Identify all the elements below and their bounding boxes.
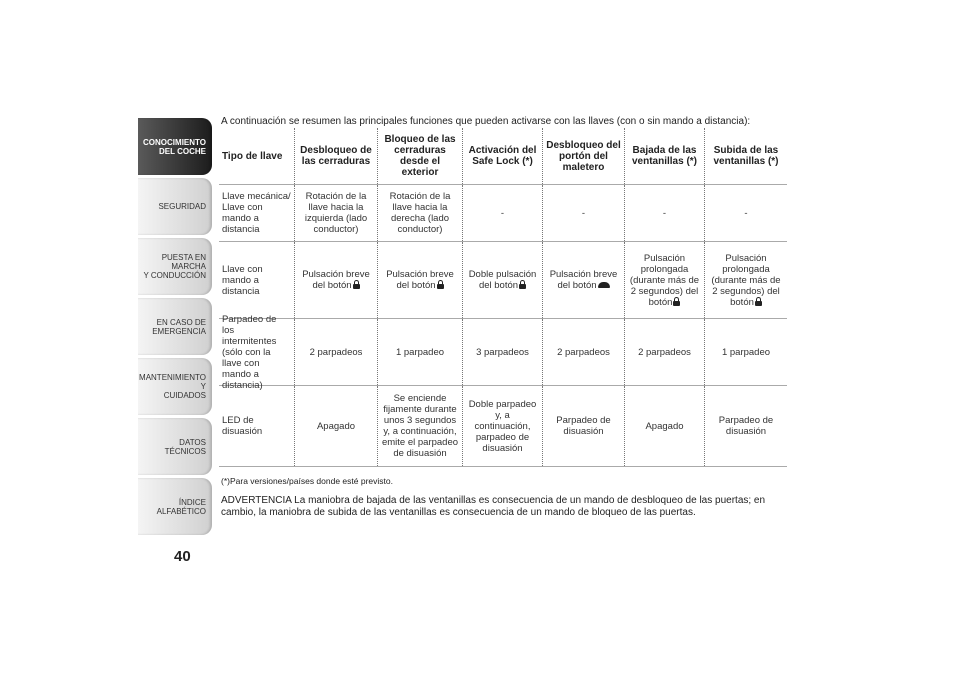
- table-cell: -: [625, 185, 705, 241]
- tab-conocimiento-del-coche[interactable]: [138, 118, 212, 175]
- tab-label: DATOS TÉCNICOS: [164, 437, 206, 456]
- footnote: (*)Para versiones/países donde esté previsto.: [221, 476, 393, 486]
- table-cell: [625, 242, 705, 318]
- table-cell: -: [543, 185, 625, 241]
- table-row: [219, 185, 787, 242]
- table-cell: 2 parpadeos: [295, 319, 378, 385]
- table-cell: [378, 242, 463, 318]
- table-cell: [543, 242, 625, 318]
- tab-label: SEGURIDAD: [158, 202, 206, 211]
- table-cell: -: [463, 185, 543, 241]
- table-row: [219, 313, 787, 391]
- table-cell: [295, 242, 378, 318]
- table-cell: [463, 242, 543, 318]
- lock-open-icon: [353, 280, 360, 289]
- chapter-tabs: [138, 118, 212, 538]
- table-cell: [705, 242, 787, 318]
- tab-seguridad[interactable]: [138, 178, 212, 235]
- table-cell: Parpadeo de disuasión: [543, 386, 625, 466]
- cell-text: Pulsación prolongada (durante más de 2 segundos) del botón: [629, 252, 700, 308]
- tab-label: ÍNDICE ALFABÉTICO: [156, 497, 206, 516]
- header-cell: Bajada de las ventanillas (*): [625, 128, 705, 184]
- table-cell: Apagado: [295, 386, 378, 466]
- tab-en-caso-de-emergencia[interactable]: [138, 298, 212, 355]
- cell-text: Pulsación breve del botón: [302, 269, 370, 291]
- table-cell: 2 parpadeos: [625, 319, 705, 385]
- table-cell: Rotación de la llave hacia la izquierda (lado conductor): [295, 185, 378, 241]
- table-cell: Rotación de la llave hacia la derecha (lado conductor): [378, 185, 463, 241]
- table-cell: Parpadeo de disuasión: [718, 415, 774, 437]
- table-cell: Doble parpadeo y, a continuación, parpadeo de disuasión: [463, 386, 543, 466]
- cell-text: Pulsación prolongada (durante más de 2 segundos) del botón: [711, 252, 781, 308]
- table-cell: 1 parpadeo: [378, 319, 463, 385]
- header-cell: Bloqueo de las cerraduras desde el exterior: [378, 128, 463, 184]
- tab-label: MANTENIMIENTO Y CUIDADOS: [139, 373, 206, 400]
- table-row: [219, 386, 787, 467]
- key-functions-table: [219, 128, 787, 467]
- table-row: [219, 242, 787, 319]
- header-cell: Activación del Safe Lock (*): [463, 128, 543, 184]
- tab-label: EN CASO DE EMERGENCIA: [152, 317, 206, 336]
- tab-datos-tecnicos[interactable]: [138, 418, 212, 475]
- tab-label: CONOCIMIENTO DEL COCHE: [143, 137, 206, 156]
- tab-puesta-en-marcha[interactable]: [138, 238, 212, 295]
- intro-text: A continuación se resumen las principales funciones que pueden activarse con las llaves (con o sin mando a distancia):: [221, 116, 751, 127]
- lock-closed-icon: [437, 280, 444, 289]
- table-cell: Se enciende fijamente durante unos 3 segundos y, a continuación, emite el parpadeo de disuasión: [378, 386, 463, 466]
- table-header-row: [219, 128, 787, 185]
- tab-label: PUESTA EN MARCHA Y CONDUCCIÓN: [143, 253, 206, 280]
- header-cell: Desbloqueo del portón del maletero: [543, 128, 625, 184]
- table-cell: -: [744, 207, 748, 219]
- car-trunk-icon: [598, 282, 610, 288]
- table-cell: 1 parpadeo: [721, 346, 771, 358]
- table-cell: Llave mecánica/ Llave con mando a distancia: [219, 185, 295, 241]
- warning-text: ADVERTENCIA La maniobra de bajada de las ventanillas es consecuencia de un mando de desbloqueo de las puertas; en cambio, la maniobra de subida de las ventanillas es consecuencia de un mando de bloqueo de las puertas.: [221, 495, 766, 518]
- tab-mantenimiento[interactable]: [138, 358, 212, 415]
- header-cell: Subida de las ventanillas (*): [713, 145, 779, 167]
- header-cell: Desbloqueo de las cerraduras: [295, 128, 378, 184]
- header-cell: Tipo de llave: [219, 128, 295, 184]
- table-cell: Parpadeo de los intermitentes (sólo con la llave con mando a distancia): [219, 319, 295, 385]
- table-cell: Llave con mando a distancia: [219, 242, 295, 318]
- table-cell: Apagado: [625, 386, 705, 466]
- cell-text: Doble pulsación del botón: [468, 269, 537, 291]
- tab-indice-alfabetico[interactable]: [138, 478, 212, 535]
- lock-closed-icon: [755, 297, 762, 306]
- table-cell: 2 parpadeos: [543, 319, 625, 385]
- lock-open-icon: [673, 297, 680, 306]
- cell-text: Pulsación breve del botón: [549, 269, 618, 291]
- cell-text: Pulsación breve del botón: [386, 269, 454, 291]
- lock-closed-icon: [519, 280, 526, 289]
- table-cell: LED de disuasión: [219, 386, 295, 466]
- table-cell: 3 parpadeos: [463, 319, 543, 385]
- page-number: 40: [174, 548, 191, 565]
